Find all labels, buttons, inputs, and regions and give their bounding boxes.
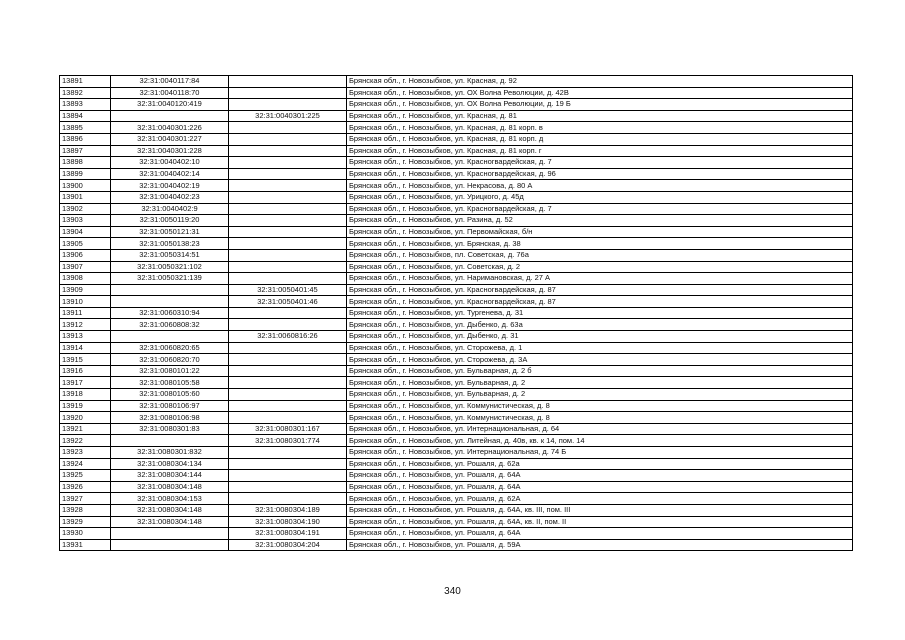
related-cadastral-number-cell: 32:31:0050401:45 [229, 284, 347, 296]
cadastral-number-cell: 32:31:0080301:83 [111, 423, 229, 435]
row-number-cell: 13926 [60, 481, 111, 493]
address-cell: Брянская обл., г. Новозыбков, ул. Урицкого, д. 45д [347, 191, 853, 203]
table-row [60, 238, 853, 250]
cadastral-number-cell: 32:31:0060310:94 [111, 307, 229, 319]
related-cadastral-number-cell [229, 157, 347, 169]
row-number-cell: 13905 [60, 238, 111, 250]
table-row [60, 203, 853, 215]
related-cadastral-number-cell [229, 493, 347, 505]
address-cell: Брянская обл., г. Новозыбков, ул. Рошаля, д. 64А [347, 481, 853, 493]
address-cell: Брянская обл., г. Новозыбков, ул. Рошаля, д. 64А, кв. III, пом. III [347, 504, 853, 516]
row-number-cell: 13927 [60, 493, 111, 505]
cadastral-number-cell: 32:31:0060820:70 [111, 354, 229, 366]
cadastral-number-cell: 32:31:0040402:23 [111, 191, 229, 203]
address-cell: Брянская обл., г. Новозыбков, ул. Сторожева, д. 1 [347, 342, 853, 354]
row-number-cell: 13898 [60, 157, 111, 169]
table-row [60, 157, 853, 169]
address-cell: Брянская обл., г. Новозыбков, ул. Советская, д. 2 [347, 261, 853, 273]
table-row [60, 273, 853, 285]
table-row [60, 261, 853, 273]
table-row [60, 528, 853, 540]
address-cell: Брянская обл., г. Новозыбков, ул. Красная, д. 92 [347, 76, 853, 88]
row-number-cell: 13929 [60, 516, 111, 528]
row-number-cell: 13915 [60, 354, 111, 366]
address-cell: Брянская обл., г. Новозыбков, ул. Рошаля, д. 59А [347, 539, 853, 551]
address-cell: Брянская обл., г. Новозыбков, пл. Советская, д. 76а [347, 249, 853, 261]
row-number-cell: 13912 [60, 319, 111, 331]
related-cadastral-number-cell [229, 342, 347, 354]
address-cell: Брянская обл., г. Новозыбков, ул. Наримановская, д. 27 А [347, 273, 853, 285]
address-cell: Брянская обл., г. Новозыбков, ул. Рошаля, д. 64А [347, 528, 853, 540]
table-row [60, 249, 853, 261]
address-cell: Брянская обл., г. Новозыбков, ул. Красногвардейская, д. 7 [347, 157, 853, 169]
cadastral-number-cell: 32:31:0050321:139 [111, 273, 229, 285]
related-cadastral-number-cell [229, 377, 347, 389]
related-cadastral-number-cell [229, 261, 347, 273]
cadastral-number-cell [111, 296, 229, 308]
table-row [60, 87, 853, 99]
cadastral-number-cell [111, 110, 229, 122]
row-number-cell: 13903 [60, 215, 111, 227]
registry-table-body [60, 76, 853, 551]
cadastral-number-cell: 32:31:0080304:144 [111, 470, 229, 482]
row-number-cell: 13919 [60, 400, 111, 412]
address-cell: Брянская обл., г. Новозыбков, ул. Первомайская, б/н [347, 226, 853, 238]
cadastral-number-cell: 32:31:0080106:97 [111, 400, 229, 412]
table-row [60, 122, 853, 134]
row-number-cell: 13921 [60, 423, 111, 435]
related-cadastral-number-cell: 32:31:0080304:190 [229, 516, 347, 528]
address-cell: Брянская обл., г. Новозыбков, ул. Дыбенко, д. 31 [347, 331, 853, 343]
cadastral-number-cell [111, 528, 229, 540]
row-number-cell: 13897 [60, 145, 111, 157]
address-cell: Брянская обл., г. Новозыбков, ул. Рошаля, д. 62а [347, 458, 853, 470]
related-cadastral-number-cell [229, 238, 347, 250]
table-row [60, 493, 853, 505]
cadastral-number-cell: 32:31:0040402:10 [111, 157, 229, 169]
related-cadastral-number-cell: 32:31:0040301:225 [229, 110, 347, 122]
table-row [60, 400, 853, 412]
row-number-cell: 13911 [60, 307, 111, 319]
table-row [60, 319, 853, 331]
row-number-cell: 13894 [60, 110, 111, 122]
address-cell: Брянская обл., г. Новозыбков, ул. Разина, д. 52 [347, 215, 853, 227]
cadastral-number-cell: 32:31:0080304:148 [111, 504, 229, 516]
address-cell: Брянская обл., г. Новозыбков, ул. Рошаля, д. 64А [347, 470, 853, 482]
cadastral-number-cell: 32:31:0080101:22 [111, 365, 229, 377]
related-cadastral-number-cell [229, 122, 347, 134]
address-cell: Брянская обл., г. Новозыбков, ул. Коммунистическая, д. 8 [347, 400, 853, 412]
table-row [60, 284, 853, 296]
cadastral-number-cell: 32:31:0040402:14 [111, 168, 229, 180]
related-cadastral-number-cell [229, 215, 347, 227]
table-row [60, 226, 853, 238]
related-cadastral-number-cell [229, 307, 347, 319]
address-cell: Брянская обл., г. Новозыбков, ул. Бульварная, д. 2 [347, 389, 853, 401]
table-row [60, 354, 853, 366]
row-number-cell: 13914 [60, 342, 111, 354]
row-number-cell: 13920 [60, 412, 111, 424]
related-cadastral-number-cell [229, 354, 347, 366]
row-number-cell: 13901 [60, 191, 111, 203]
table-row [60, 377, 853, 389]
cadastral-number-cell: 32:31:0040117:84 [111, 76, 229, 88]
table-row [60, 481, 853, 493]
related-cadastral-number-cell [229, 76, 347, 88]
related-cadastral-number-cell [229, 191, 347, 203]
table-row [60, 389, 853, 401]
row-number-cell: 13918 [60, 389, 111, 401]
row-number-cell: 13910 [60, 296, 111, 308]
related-cadastral-number-cell [229, 400, 347, 412]
row-number-cell: 13893 [60, 99, 111, 111]
address-cell: Брянская обл., г. Новозыбков, ул. Дыбенко, д. 63а [347, 319, 853, 331]
row-number-cell: 13906 [60, 249, 111, 261]
related-cadastral-number-cell: 32:31:0080304:189 [229, 504, 347, 516]
table-row [60, 99, 853, 111]
table-row [60, 516, 853, 528]
cadastral-number-cell: 32:31:0080105:60 [111, 389, 229, 401]
table-row [60, 458, 853, 470]
table-row [60, 539, 853, 551]
cadastral-number-cell [111, 539, 229, 551]
cadastral-number-cell: 32:31:0040301:228 [111, 145, 229, 157]
related-cadastral-number-cell [229, 273, 347, 285]
cadastral-number-cell: 32:31:0080105:58 [111, 377, 229, 389]
row-number-cell: 13899 [60, 168, 111, 180]
related-cadastral-number-cell [229, 203, 347, 215]
row-number-cell: 13909 [60, 284, 111, 296]
related-cadastral-number-cell [229, 365, 347, 377]
row-number-cell: 13908 [60, 273, 111, 285]
table-row [60, 423, 853, 435]
table-row [60, 215, 853, 227]
row-number-cell: 13892 [60, 87, 111, 99]
cadastral-number-cell: 32:31:0060820:65 [111, 342, 229, 354]
table-row [60, 412, 853, 424]
row-number-cell: 13902 [60, 203, 111, 215]
related-cadastral-number-cell: 32:31:0080301:774 [229, 435, 347, 447]
row-number-cell: 13928 [60, 504, 111, 516]
row-number-cell: 13907 [60, 261, 111, 273]
cadastral-number-cell [111, 435, 229, 447]
related-cadastral-number-cell [229, 412, 347, 424]
cadastral-number-cell: 32:31:0080304:134 [111, 458, 229, 470]
row-number-cell: 13895 [60, 122, 111, 134]
related-cadastral-number-cell [229, 99, 347, 111]
row-number-cell: 13923 [60, 447, 111, 459]
row-number-cell: 13925 [60, 470, 111, 482]
table-row [60, 307, 853, 319]
cadastral-number-cell [111, 284, 229, 296]
row-number-cell: 13913 [60, 331, 111, 343]
table-row [60, 470, 853, 482]
related-cadastral-number-cell [229, 145, 347, 157]
related-cadastral-number-cell: 32:31:0060816:26 [229, 331, 347, 343]
address-cell: Брянская обл., г. Новозыбков, ул. Некрасова, д. 80 А [347, 180, 853, 192]
address-cell: Брянская обл., г. Новозыбков, ул. Интернациональная, д. 74 Б [347, 447, 853, 459]
cadastral-number-cell: 32:31:0080304:148 [111, 516, 229, 528]
related-cadastral-number-cell [229, 180, 347, 192]
cadastral-number-cell: 32:31:0040402:9 [111, 203, 229, 215]
related-cadastral-number-cell: 32:31:0080301:167 [229, 423, 347, 435]
address-cell: Брянская обл., г. Новозыбков, ул. Красногвардейская, д. 96 [347, 168, 853, 180]
table-row [60, 145, 853, 157]
cadastral-number-cell: 32:31:0060808:32 [111, 319, 229, 331]
related-cadastral-number-cell [229, 249, 347, 261]
address-cell: Брянская обл., г. Новозыбков, ул. Красная, д. 81 корп. г [347, 145, 853, 157]
cadastral-number-cell: 32:31:0080106:98 [111, 412, 229, 424]
cadastral-number-cell [111, 331, 229, 343]
cadastral-number-cell: 32:31:0040301:227 [111, 133, 229, 145]
related-cadastral-number-cell: 32:31:0050401:46 [229, 296, 347, 308]
table-row [60, 435, 853, 447]
cadastral-number-cell: 32:31:0080304:153 [111, 493, 229, 505]
related-cadastral-number-cell [229, 319, 347, 331]
table-row [60, 76, 853, 88]
cadastral-number-cell: 32:31:0050119:20 [111, 215, 229, 227]
table-row [60, 447, 853, 459]
row-number-cell: 13922 [60, 435, 111, 447]
property-registry-table [59, 75, 853, 551]
cadastral-number-cell: 32:31:0050121:31 [111, 226, 229, 238]
address-cell: Брянская обл., г. Новозыбков, ул. Красная, д. 81 [347, 110, 853, 122]
related-cadastral-number-cell: 32:31:0080304:204 [229, 539, 347, 551]
address-cell: Брянская обл., г. Новозыбков, ул. Литейная, д. 40в, кв. к 14, пом. 14 [347, 435, 853, 447]
related-cadastral-number-cell [229, 133, 347, 145]
table-row [60, 331, 853, 343]
address-cell: Брянская обл., г. Новозыбков, ул. Интернациональная, д. 64 [347, 423, 853, 435]
cadastral-number-cell: 32:31:0040301:226 [111, 122, 229, 134]
table-row [60, 342, 853, 354]
table-row [60, 191, 853, 203]
address-cell: Брянская обл., г. Новозыбков, ул. Красногвардейская, д. 87 [347, 296, 853, 308]
address-cell: Брянская обл., г. Новозыбков, ул. Рошаля, д. 62А [347, 493, 853, 505]
address-cell: Брянская обл., г. Новозыбков, ул. Тургенева, д. 31 [347, 307, 853, 319]
address-cell: Брянская обл., г. Новозыбков, ул. Брянская, д. 38 [347, 238, 853, 250]
cadastral-number-cell: 32:31:0050321:102 [111, 261, 229, 273]
table-row [60, 110, 853, 122]
related-cadastral-number-cell: 32:31:0080304:191 [229, 528, 347, 540]
cadastral-number-cell: 32:31:0040402:19 [111, 180, 229, 192]
address-cell: Брянская обл., г. Новозыбков, ул. Коммунистическая, д. 8 [347, 412, 853, 424]
row-number-cell: 13916 [60, 365, 111, 377]
table-row [60, 180, 853, 192]
related-cadastral-number-cell [229, 481, 347, 493]
related-cadastral-number-cell [229, 226, 347, 238]
row-number-cell: 13891 [60, 76, 111, 88]
cadastral-number-cell: 32:31:0080301:832 [111, 447, 229, 459]
cadastral-number-cell: 32:31:0050138:23 [111, 238, 229, 250]
address-cell: Брянская обл., г. Новозыбков, ул. Красногвардейская, д. 7 [347, 203, 853, 215]
address-cell: Брянская обл., г. Новозыбков, ул. Сторожева, д. 3А [347, 354, 853, 366]
cadastral-number-cell: 32:31:0040120:419 [111, 99, 229, 111]
cadastral-number-cell: 32:31:0080304:148 [111, 481, 229, 493]
row-number-cell: 13896 [60, 133, 111, 145]
related-cadastral-number-cell [229, 470, 347, 482]
table-row [60, 168, 853, 180]
row-number-cell: 13931 [60, 539, 111, 551]
address-cell: Брянская обл., г. Новозыбков, ул. ОХ Волна Революции, д. 19 Б [347, 99, 853, 111]
related-cadastral-number-cell [229, 389, 347, 401]
related-cadastral-number-cell [229, 168, 347, 180]
cadastral-number-cell: 32:31:0040118:70 [111, 87, 229, 99]
address-cell: Брянская обл., г. Новозыбков, ул. Красная, д. 81 корп. д [347, 133, 853, 145]
address-cell: Брянская обл., г. Новозыбков, ул. Красная, д. 81 корп. в [347, 122, 853, 134]
address-cell: Брянская обл., г. Новозыбков, ул. Бульварная, д. 2 [347, 377, 853, 389]
page-number: 340 [444, 586, 461, 597]
address-cell: Брянская обл., г. Новозыбков, ул. Красногвардейская, д. 87 [347, 284, 853, 296]
row-number-cell: 13930 [60, 528, 111, 540]
cadastral-number-cell: 32:31:0050314:51 [111, 249, 229, 261]
row-number-cell: 13904 [60, 226, 111, 238]
related-cadastral-number-cell [229, 447, 347, 459]
related-cadastral-number-cell [229, 87, 347, 99]
address-cell: Брянская обл., г. Новозыбков, ул. Рошаля, д. 64А, кв. II, пом. II [347, 516, 853, 528]
row-number-cell: 13924 [60, 458, 111, 470]
table-row [60, 133, 853, 145]
table-row [60, 504, 853, 516]
row-number-cell: 13917 [60, 377, 111, 389]
table-row [60, 365, 853, 377]
row-number-cell: 13900 [60, 180, 111, 192]
related-cadastral-number-cell [229, 458, 347, 470]
table-row [60, 296, 853, 308]
address-cell: Брянская обл., г. Новозыбков, ул. ОХ Волна Революции, д. 42В [347, 87, 853, 99]
address-cell: Брянская обл., г. Новозыбков, ул. Бульварная, д. 2 б [347, 365, 853, 377]
